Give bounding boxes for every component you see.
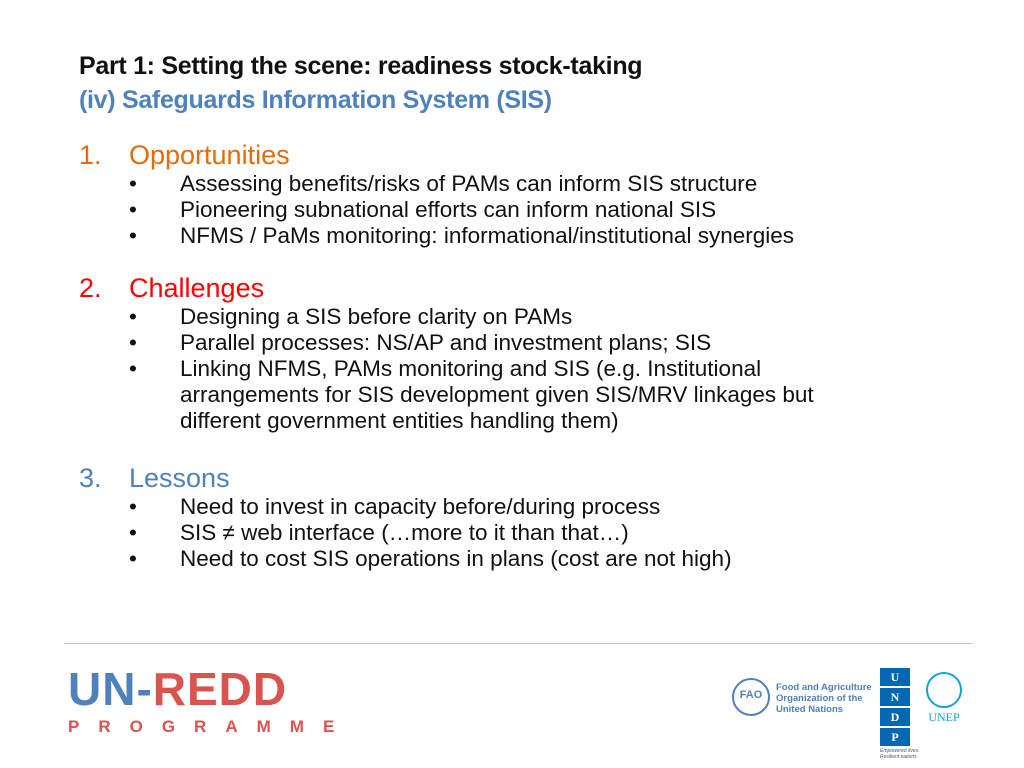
section-number: 1. (79, 140, 102, 170)
section-heading (79, 272, 979, 304)
fao-name: Food and Agriculture Organization of the United Nations (776, 682, 872, 715)
section-number: 3. (79, 463, 102, 493)
section-heading (79, 139, 979, 171)
undp-tagline: Empowered lives. Resilient nations. (880, 748, 920, 760)
section-number: 2. (79, 273, 102, 303)
undp-cell: N (880, 688, 910, 706)
list-item (79, 494, 979, 520)
fao-emblem-text: FAO (739, 689, 763, 701)
bullet-icon: • (129, 304, 137, 329)
unep-logo (920, 672, 968, 725)
list-item (79, 197, 979, 223)
list-item (79, 356, 979, 434)
section-opportunities (79, 139, 979, 249)
bullet-text: NFMS / PaMs monitoring: informational/institutional synergies (180, 223, 794, 248)
bullet-icon: • (129, 356, 137, 381)
un-redd-logo (68, 665, 353, 737)
bullet-text: Parallel processes: NS/AP and investment plans; SIS (180, 330, 712, 355)
section-label: Challenges (129, 273, 265, 303)
bullet-text: Designing a SIS before clarity on PAMs (180, 304, 573, 329)
fao-emblem-icon (732, 678, 770, 716)
bullet-icon: • (129, 330, 137, 355)
slide-title: Part 1: Setting the scene: readiness stock-taking (79, 52, 643, 80)
bullet-icon: • (129, 546, 137, 571)
slide-subtitle: (iv) Safeguards Information System (SIS) (79, 86, 552, 114)
bullet-icon: • (129, 223, 137, 248)
list-item (79, 223, 979, 249)
bullet-list (79, 494, 979, 572)
undp-logo (880, 668, 920, 760)
bullet-icon: • (129, 171, 137, 196)
bullet-list (79, 171, 979, 249)
section-label: Lessons (129, 463, 230, 493)
unep-emblem-icon (926, 672, 962, 708)
section-heading (79, 462, 979, 494)
undp-cell: D (880, 708, 910, 726)
bullet-text: Need to invest in capacity before/during process (180, 494, 661, 519)
bullet-text: SIS ≠ web interface (…more to it than that…) (180, 520, 629, 545)
bullet-icon: • (129, 520, 137, 545)
unep-label: UNEP (928, 710, 960, 724)
bullet-text: Linking NFMS, PAMs monitoring and SIS (e.g. Institutional arrangements for SIS development given SIS/MRV linkages but different government entities handling them) (180, 356, 814, 433)
list-item (79, 304, 979, 330)
section-label: Opportunities (129, 140, 290, 170)
bullet-text: Pioneering subnational efforts can inform national SIS (180, 197, 717, 222)
logo-redd-text: REDD (152, 663, 288, 715)
bullet-text: Assessing benefits/risks of PAMs can inform SIS structure (180, 171, 758, 196)
bullet-list (79, 304, 979, 434)
footer-divider (64, 643, 973, 644)
logo-programme-text: PROGRAMME (68, 717, 354, 736)
bullet-text: Need to cost SIS operations in plans (cost are not high) (180, 546, 732, 571)
partner-logos (732, 668, 972, 758)
list-item (79, 330, 979, 356)
logo-un-text: UN- (68, 663, 153, 715)
bullet-icon: • (129, 197, 137, 222)
list-item (79, 171, 979, 197)
section-challenges (79, 272, 979, 434)
undp-cell: U (880, 668, 910, 686)
list-item (79, 520, 979, 546)
undp-cell: P (880, 728, 910, 746)
bullet-icon: • (129, 494, 137, 519)
list-item (79, 546, 979, 572)
section-lessons (79, 462, 979, 572)
